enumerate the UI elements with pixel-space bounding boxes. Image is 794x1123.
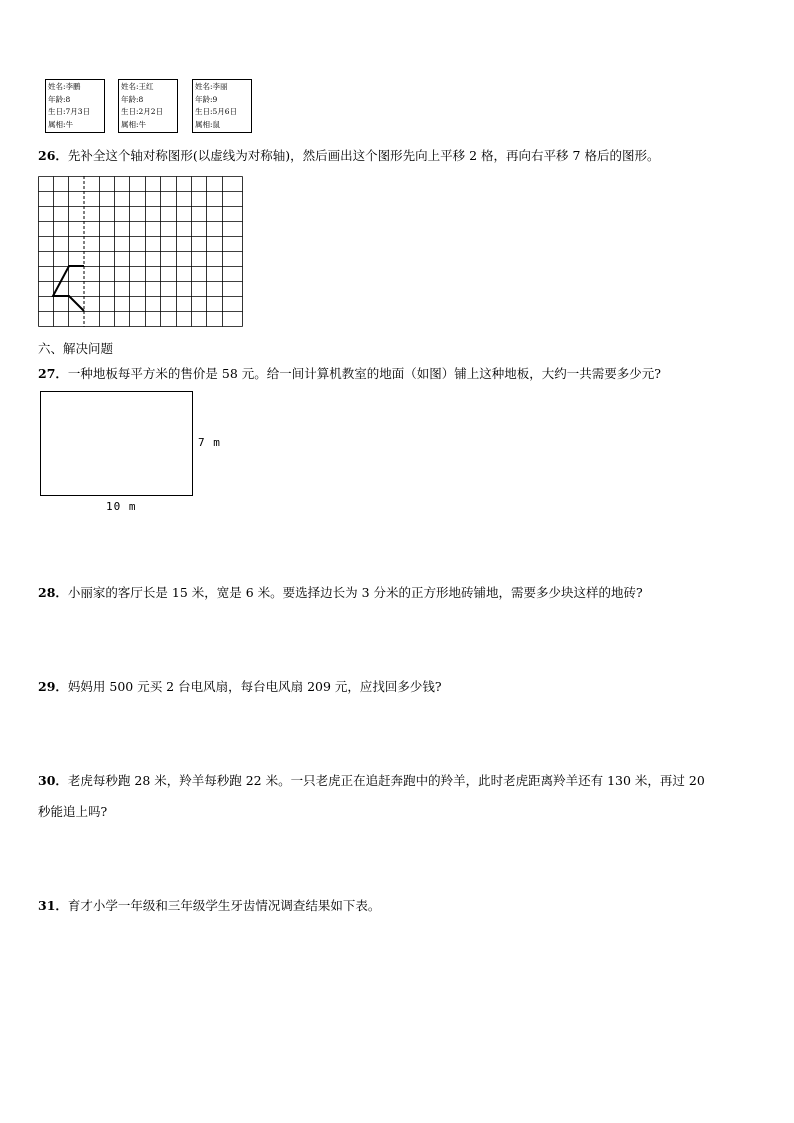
card-age: 年龄:8 (121, 94, 144, 104)
question-number: 27． (38, 366, 68, 381)
grid-figure (38, 176, 244, 328)
question-28 (38, 583, 643, 601)
question-27 (38, 364, 661, 382)
card-age: 年龄:9 (195, 94, 218, 104)
classroom-rectangle (40, 391, 193, 496)
question-text: 妈妈用 500 元买 2 台电风扇，每台电风扇 209 元，应找回多少钱? (67, 679, 442, 694)
card-zodiac: 属相:鼠 (195, 119, 221, 129)
question-text: 小丽家的客厅长是 15 米，宽是 6 米。要选择边长为 3 分米的正方形地砖铺地，需要多少块这样的地砖? (67, 585, 643, 600)
question-number: 30． (38, 773, 68, 788)
question-30-continuation: 秒能追上吗? (38, 804, 108, 819)
width-label: 10 m (106, 500, 137, 513)
question-30 (38, 771, 705, 789)
card-zodiac: 属相:牛 (48, 119, 74, 129)
question-26 (38, 146, 659, 164)
card-age: 年龄:8 (48, 94, 71, 104)
question-number: 26． (38, 148, 68, 163)
height-label: 7 m (198, 436, 221, 449)
question-29 (38, 677, 442, 695)
info-card-1 (45, 79, 105, 133)
card-zodiac: 属相:牛 (121, 119, 147, 129)
section-heading: 六、解决问题 (38, 341, 114, 356)
card-birthday: 生日:7月3日 (48, 107, 91, 116)
card-name: 姓名:王红 (121, 82, 154, 91)
card-birthday: 生日:5月6日 (195, 107, 238, 116)
question-text-line1: 老虎每秒跑 28 米，羚羊每秒跑 22 米。一只老虎正在追赶奔跑中的羚羊，此时老虎距离羚羊还有 130 米，再过 20 (67, 773, 705, 788)
card-name: 姓名:李丽 (195, 82, 228, 91)
card-birthday: 生日:2月2日 (121, 107, 164, 116)
question-number: 31． (38, 898, 68, 913)
question-text: 先补全这个轴对称图形(以虚线为对称轴)，然后画出这个图形先向上平移 2 格，再向右平移 7 格后的图形。 (67, 148, 660, 163)
question-text: 一种地板每平方米的售价是 58 元。给一间计算机教室的地面（如图）铺上这种地板，大约一共需要多少元? (67, 366, 661, 381)
info-card-2 (118, 79, 178, 133)
question-31 (38, 896, 380, 914)
question-number: 29． (38, 679, 68, 694)
grid-lines (39, 177, 243, 327)
info-card-3 (192, 79, 252, 133)
question-number: 28． (38, 585, 68, 600)
card-name: 姓名:李鹏 (48, 82, 81, 91)
question-text: 育才小学一年级和三年级学生牙齿情况调查结果如下表。 (67, 898, 381, 913)
